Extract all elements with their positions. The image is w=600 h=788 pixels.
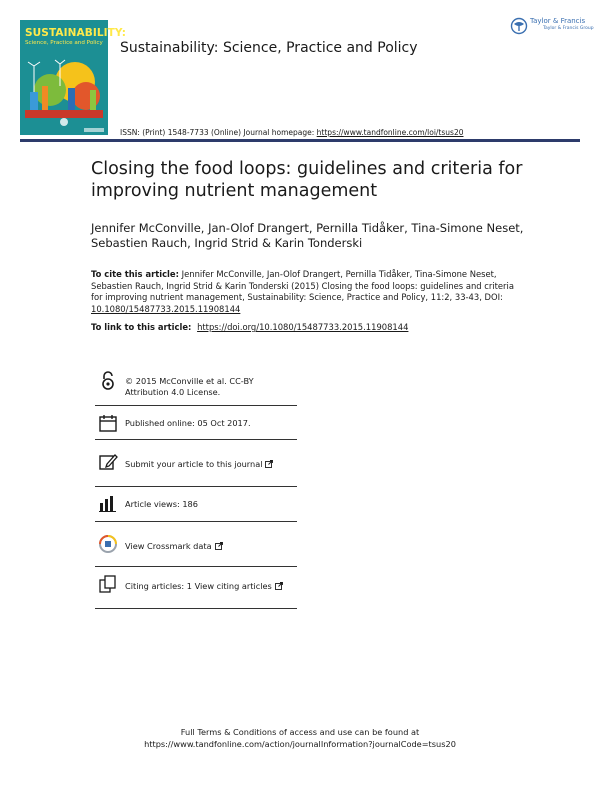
- license-row[interactable]: [95, 368, 297, 406]
- article-title: Closing the food loops: guidelines and criteria for improving nutrient management: [91, 159, 523, 201]
- article-link-line: [91, 322, 408, 332]
- edit-icon: [98, 452, 118, 472]
- cite-label: To cite this article:: [91, 269, 179, 279]
- publisher-group: Taylor & Francis Group: [543, 26, 594, 31]
- views-text: Article views: 186: [125, 499, 198, 509]
- link-label: To link to this article:: [91, 322, 192, 332]
- header-divider: [20, 139, 580, 142]
- footer: [0, 726, 600, 750]
- published-row: [95, 406, 297, 440]
- submit-row[interactable]: [95, 440, 297, 487]
- license-text: © 2015 McConville et al. CC-BY Attribution 4.0 License.: [125, 376, 254, 397]
- divider: [95, 608, 297, 609]
- journal-homepage-link[interactable]: https://www.tandfonline.com/loi/tsus20: [316, 128, 464, 137]
- journal-cover: [20, 20, 127, 135]
- bar-chart-icon: [98, 493, 118, 513]
- citation-block: [91, 269, 516, 315]
- submit-text[interactable]: [125, 459, 295, 470]
- cite-text: Jennifer McConville, Jan-Olof Drangert, Pernilla Tidåker, Tina-Simone Neset, Sebastien Rauch, Ingrid Strid & Karin Tonderski (2015) Closing the food loops: guidelines and criteria for improving nutrient management, Sustainability: Science, Practice and Policy, 11:2, 33-43, DOI:: [91, 269, 514, 302]
- external-link-icon: [215, 542, 223, 550]
- crossmark-label[interactable]: View Crossmark data: [125, 541, 212, 551]
- article-doi-link[interactable]: https://doi.org/10.1080/15487733.2015.11908144: [197, 322, 409, 332]
- issn-line: [120, 128, 464, 137]
- citing-row[interactable]: [95, 567, 297, 609]
- journal-title[interactable]: Sustainability: Science, Practice and Policy: [120, 40, 418, 56]
- cover-title: SUSTAINABILITY:: [25, 27, 127, 39]
- crossmark-row[interactable]: [95, 522, 297, 567]
- open-access-icon: [98, 371, 118, 391]
- cite-doi-link[interactable]: 10.1080/15487733.2015.11908144: [91, 303, 241, 314]
- calendar-icon: [98, 413, 118, 433]
- views-row: [95, 487, 297, 522]
- citing-label[interactable]: Citing articles: 1 View citing articles: [125, 581, 272, 591]
- article-authors: Jennifer McConville, Jan-Olof Drangert, Pernilla Tidåker, Tina-Simone Neset, Sebastien Rauch, Ingrid Strid & Karin Tonderski: [91, 221, 524, 250]
- footer-link[interactable]: https://www.tandfonline.com/action/journalInformation?journalCode=tsus20: [144, 739, 456, 749]
- footer-terms: Full Terms & Conditions of access and use can be found at: [180, 727, 420, 737]
- citing-articles-icon: [98, 574, 118, 594]
- cover-subtitle: Science, Practice and Policy: [25, 40, 103, 46]
- publisher-name: Taylor & Francis: [530, 17, 586, 25]
- crossmark-text[interactable]: [125, 541, 295, 552]
- submit-label[interactable]: Submit your article to this journal: [125, 459, 263, 469]
- cover-artwork: [20, 52, 108, 135]
- issn-text: ISSN: (Print) 1548-7733 (Online) Journal homepage:: [120, 128, 315, 137]
- citing-text[interactable]: [125, 581, 295, 592]
- published-text: Published online: 05 Oct 2017.: [125, 418, 251, 428]
- external-link-icon: [275, 582, 283, 590]
- crossmark-icon: [98, 534, 118, 554]
- external-link-icon: [265, 460, 273, 468]
